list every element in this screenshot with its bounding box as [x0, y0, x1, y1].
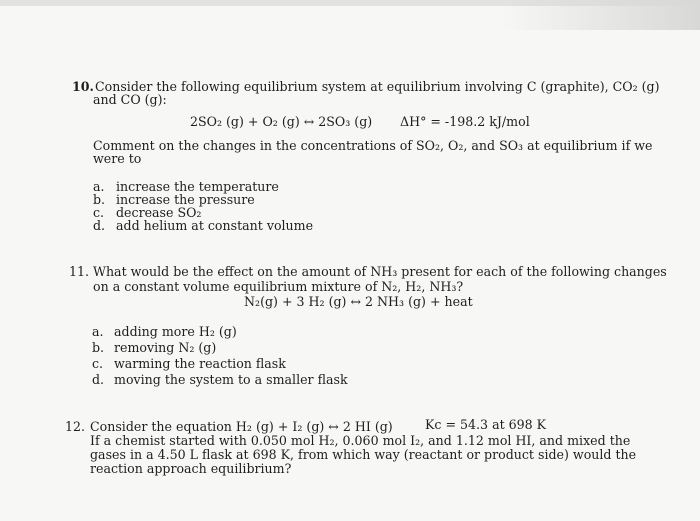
q10-equation: 2SO₂ (g) + O₂ (g) ↔ 2SO₃ (g) — [190, 114, 373, 129]
scan-shadow — [500, 0, 700, 30]
q10-option-c-text: decrease SO₂ — [116, 205, 202, 220]
q11-option-a-letter: a. — [92, 324, 104, 339]
q11-option-b-letter: b. — [92, 340, 105, 355]
q10-option-a-letter: a. — [93, 179, 105, 194]
q11-option-c-text: warming the reaction flask — [114, 356, 286, 371]
q10-option-d-letter: d. — [93, 218, 106, 233]
q10-prompt-line1: Comment on the changes in the concentrations of SO₂, O₂, and SO₃ at equilibrium if we — [93, 138, 653, 153]
q11-option-d-letter: d. — [92, 372, 105, 387]
q11-option-b-text: removing N₂ (g) — [114, 340, 217, 355]
q12-number: 12. — [65, 419, 86, 434]
q10-option-d-text: add helium at constant volume — [116, 218, 314, 233]
q11-equation: N₂(g) + 3 H₂ (g) ↔ 2 NH₃ (g) + heat — [244, 294, 473, 309]
q12-line2: If a chemist started with 0.050 mol H₂, 0.060 mol I₂, and 1.12 mol HI, and mixed the — [90, 433, 631, 448]
q11-option-c-letter: c. — [92, 356, 104, 371]
q12-line3: gases in a 4.50 L flask at 698 K, from which way (reactant or product side) would the — [90, 447, 637, 462]
q10-number: 10. — [72, 79, 94, 94]
q11-line1: What would be the effect on the amount of NH₃ present for each of the following changes — [93, 264, 667, 279]
q12-line4: reaction approach equilibrium? — [90, 461, 292, 476]
q10-prompt-line2: were to — [93, 151, 142, 166]
q10-line1: Consider the following equilibrium system at equilibrium involving C (graphite), CO₂ (g) — [95, 79, 660, 94]
q10-line2: and CO (g): — [93, 92, 167, 107]
q11-number: 11. — [69, 264, 90, 279]
q10-option-a-text: increase the temperature — [116, 179, 279, 194]
q12-kc: Kc = 54.3 at 698 K — [425, 417, 547, 432]
q11-option-d-text: moving the system to a smaller flask — [114, 372, 348, 387]
q10-option-b-text: increase the pressure — [116, 192, 255, 207]
q12-line1: Consider the equation H₂ (g) + I₂ (g) ↔ 2 HI (g) — [90, 419, 393, 434]
q11-option-a-text: adding more H₂ (g) — [114, 324, 237, 339]
q10-enthalpy: ΔH° = -198.2 kJ/mol — [400, 114, 530, 129]
q11-line2: on a constant volume equilibrium mixture of N₂, H₂, NH₃? — [93, 279, 464, 294]
q10-option-c-letter: c. — [93, 205, 105, 220]
q10-option-b-letter: b. — [93, 192, 106, 207]
